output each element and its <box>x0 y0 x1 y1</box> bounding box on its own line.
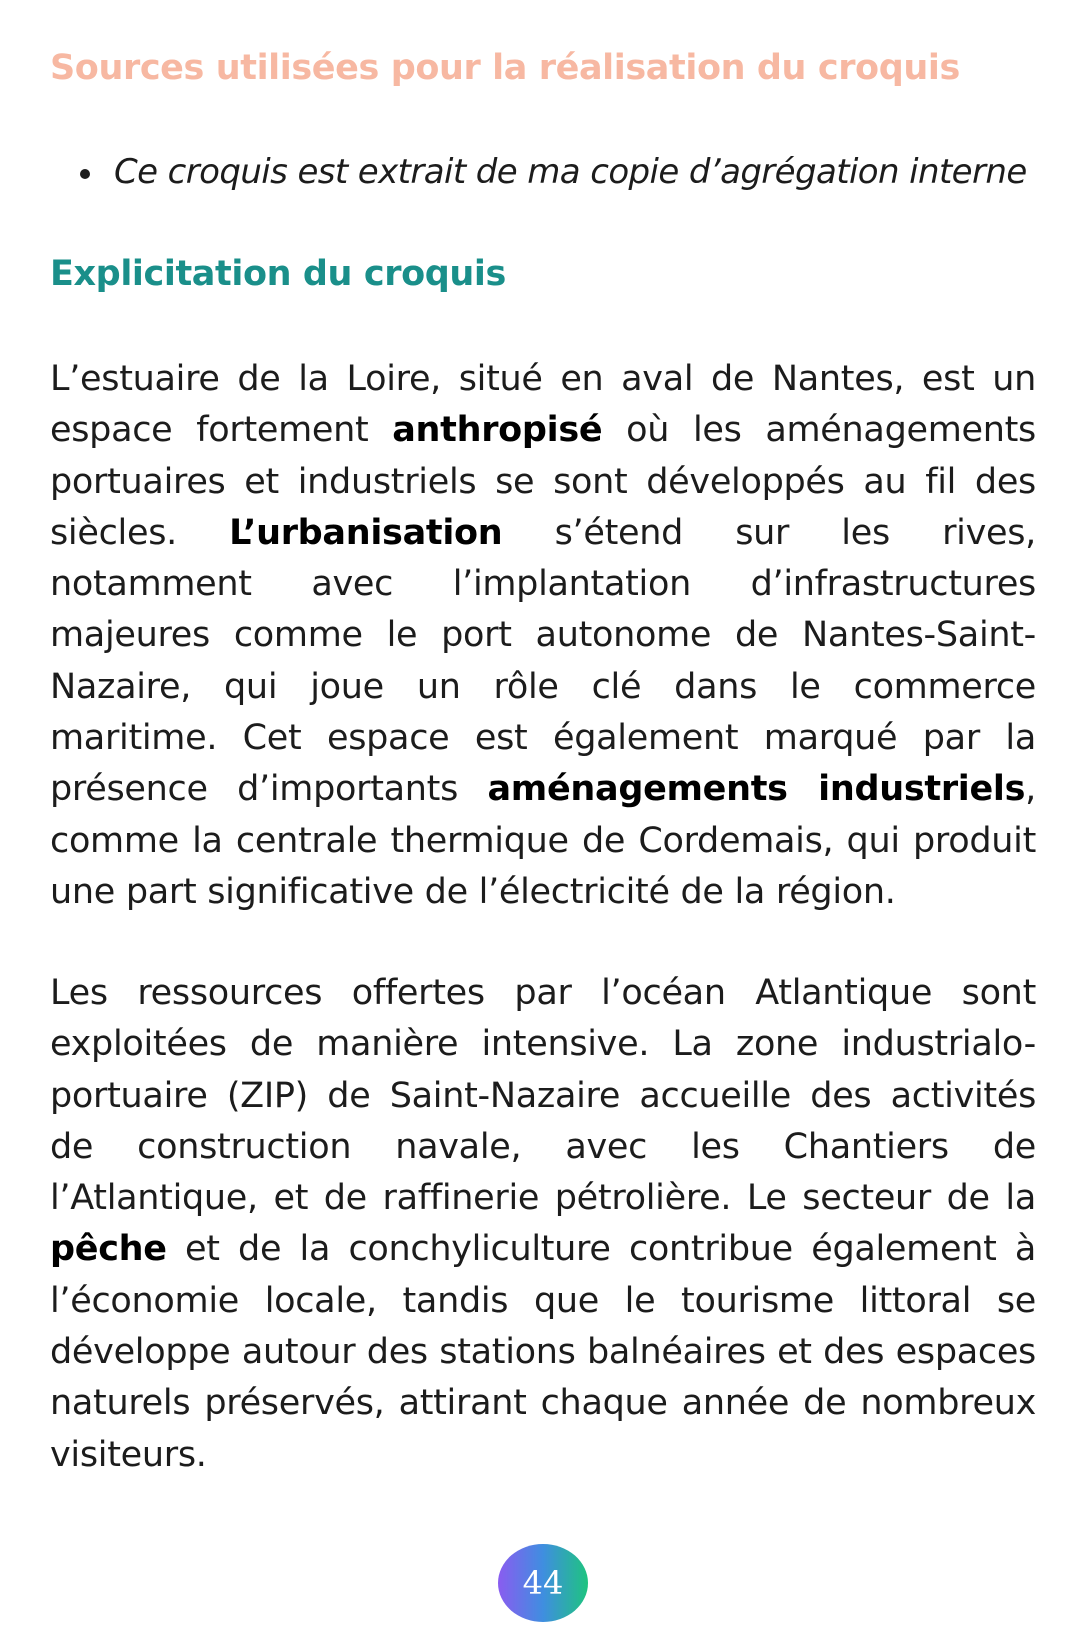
paragraph-text: s’étend sur les rives, notamment avec l’implantation d’infrastructures majeures comme le port autonome de Nantes-Saint-Nazaire, qui joue un rôle clé dans le commerce maritime. Cet espace est également marqué par la présence d’importants <box>50 512 1037 810</box>
sources-list <box>50 150 1027 194</box>
bullet-icon <box>80 169 90 179</box>
bold-term-peche: pêche <box>50 1229 167 1270</box>
bold-term-amenagements-industriels: aménagements industriels <box>487 769 1026 810</box>
paragraph-text: et de la conchyliculture contribue également à l’économie locale, tandis que le tourisme littoral se développe autour des stations balnéaires et des espaces naturels préservés, attirant chaque année de nombreux visiteurs. <box>50 1229 1036 1475</box>
paragraph-1 <box>50 354 1036 918</box>
paragraph-text: , comme la centrale thermique de Cordemais, qui produit une part significative de l’électricité de la région. <box>50 769 1036 912</box>
explicitation-heading: Explicitation du croquis <box>50 254 506 294</box>
paragraph-2 <box>50 968 1036 1481</box>
bold-term-urbanisation: L’urbanisation <box>229 512 503 553</box>
page-number-badge <box>498 1544 588 1622</box>
sources-heading: Sources utilisées pour la réalisation du croquis <box>50 48 960 88</box>
list-item <box>50 150 1027 194</box>
bold-term-anthropise: anthropisé <box>392 410 603 451</box>
paragraph-text: Les ressources offertes par l’océan Atlantique sont exploitées de manière intensive. La zone industrialo-portuaire (ZIP) de Saint-Nazaire accueille des activités de construction navale, avec les Chantiers de l’Atlantique, et de raffinerie pétrolière. Le secteur de la <box>50 973 1036 1219</box>
source-text: Ce croquis est extrait de ma copie d’agrégation interne <box>114 152 1027 192</box>
paragraph-text: où les aménagements portuaires et industriels se sont développés au fil des siècles. <box>50 410 1036 553</box>
paragraph-text: L’estuaire de la Loire, situé en aval de Nantes, est un espace fortement <box>50 359 1036 451</box>
page-number: 44 <box>522 1564 564 1602</box>
